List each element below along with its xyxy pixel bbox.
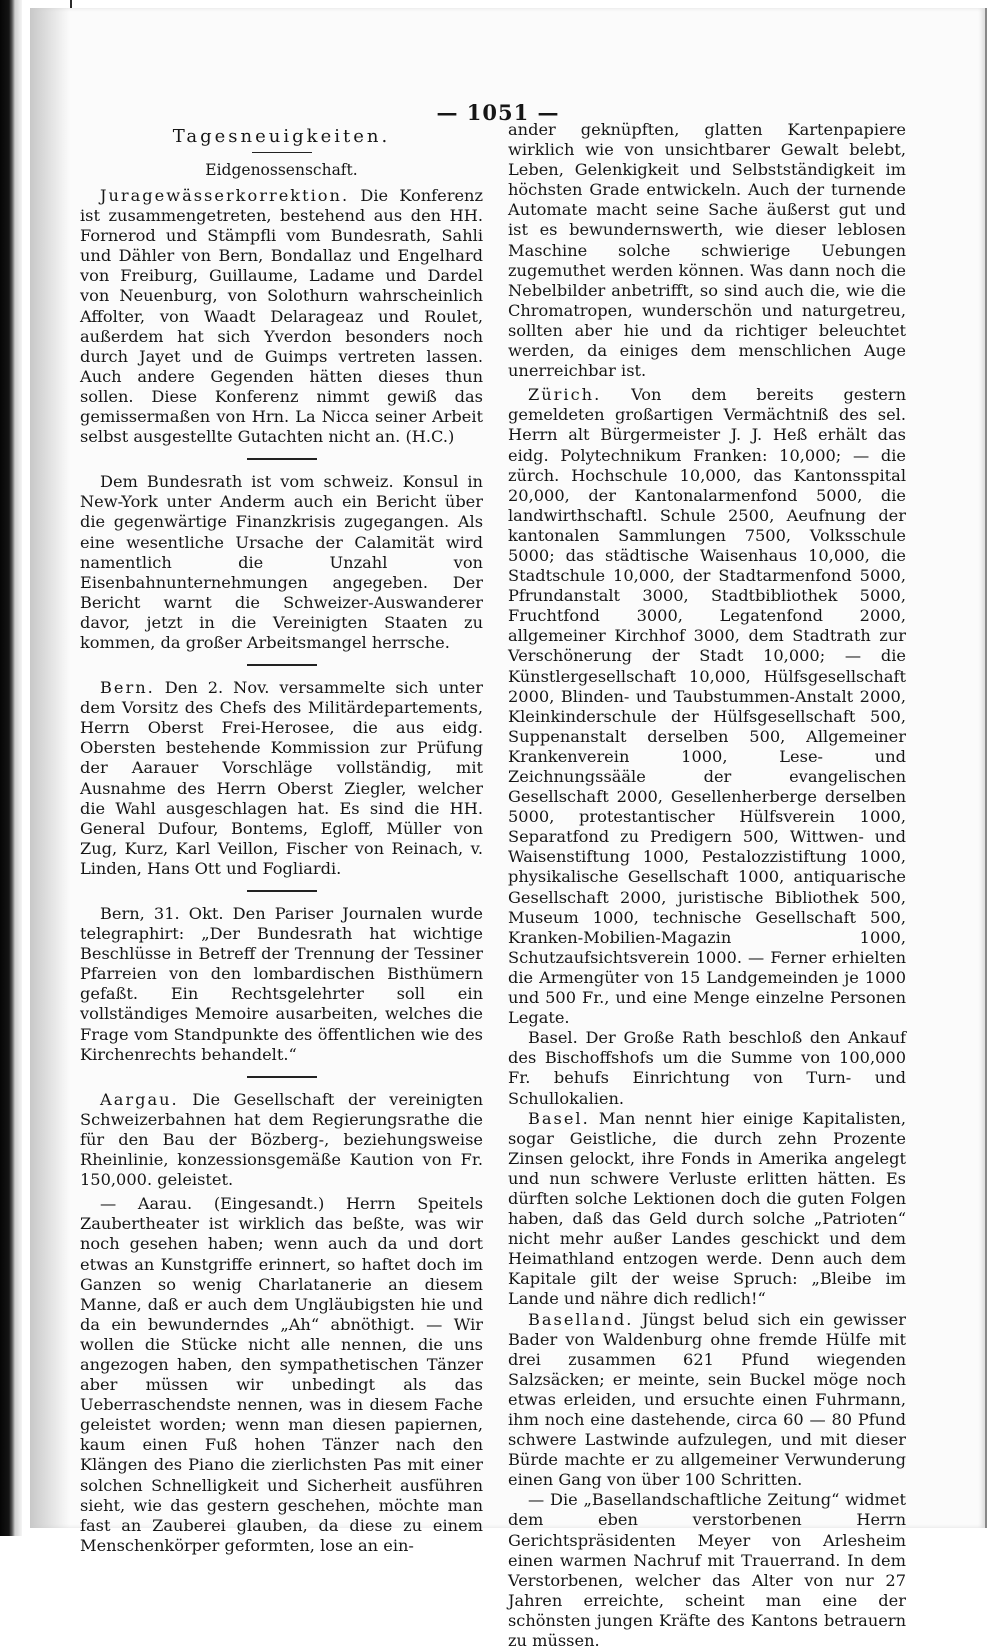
spine-shadow [30, 8, 70, 1528]
section-title: Tagesneuigkeiten. [172, 126, 391, 147]
article-lead: Zürich. [528, 385, 602, 405]
article-baselland [508, 1310, 906, 1491]
article-rule [247, 664, 317, 666]
article-bern-okt [80, 904, 483, 1065]
article-bundesrath [80, 472, 483, 653]
article-text: 31. Okt. Den Pariser Journalen wurde telegraphirt: „Der Bundesrath hat wichtige Beschlüsse in Betreff der Trennung der Tessiner Pfarreien von den lombardischen Bisthümern gefaßt. Ein Rechtsgelehrter soll ein vollständiges Memoire ausarbeiten, welches die Frage vom Standpunkte des öffentlichen wie des Kirchenrechts behandelt.“ [80, 904, 483, 1064]
article-zuerich [508, 385, 906, 1028]
article-text: Der Große Rath beschloß den Ankauf des Bischoffshofs um die Summe von 100,000 Fr. behufs Einrichtung von Turn- und Schullokalien. [508, 1028, 906, 1108]
article-basel-kapitalisten [508, 1109, 906, 1310]
article-rule [247, 458, 317, 460]
article-aargau [80, 1090, 483, 1190]
article-text: Die Konferenz ist zusammengetreten, bestehend aus den HH. Fornerod und Stämpfli vom Bundesrath, Sahli und Dähler von Bern, Bondallaz und Engelhard von Freiburg, Guillaume, Ladame und Dardel von Neuenburg, von Solothurn wahrscheinlich Affolter, von Waadt Delarageaz und Roulet, außerdem hat sich Yverdon besonders noch durch Jayet und de Guimps vertreten lassen. Auch andere Gegenden hätten dieses thun sollen. Diese Konferenz nimmt gewiß das gemissermaßen von Hrn. La Nicca seiner Arbeit selbst ausgestellte Gutachten nicht an. (H.C.) [80, 186, 483, 447]
article-text: Jüngst belud sich ein gewisser Bader von Waldenburg ohne fremde Hülfe mit drei zusammen 621 Pfund wiegenden Salzsäcken; er meinte, sein Buckel möge noch etwas erleiden, und ersuchte einen Fuhrmann, ihm noch eine dastehende, circa 60 — 80 Pfund schwere Lastwinde aufzulegen, und mit dieser Bürde machte er zu allgemeiner Verwunderung einen Gang von über 100 Schritten. [508, 1309, 906, 1490]
article-lead: — Aarau. [100, 1194, 193, 1214]
article-lead: Basel. [528, 1028, 578, 1048]
article-text: ander geknüpften, glatten Kartenpapiere wirklich wie von unsichtbarer Gewalt belebt, Leben, Gelenkigkeit und Selbstständigkeit im höchsten Grade entwickeln. Auch der turnende Automate macht seine Sache äußerst gut und ist es bewundernswerth, wie dieser leblosen Maschine solche schwierige Uebungen zugemuthet werden können. Was dann noch die Nebelbilder anbetrifft, so sind auch die, wie die Chromatropen, wunderschön und naturgetreu, sollten aber hie und da richtiger beleuchtet werden, da einiges dem menschlichen Auge unerreichbar ist. [508, 120, 906, 381]
article-text: Von dem bereits gestern gemeldeten großartigen Vermächtniß des sel. Herrn alt Bürgermeister J. J. Heß erhält das eidg. Polytechnikum Franken: 10,000; — die zürch. Hochschule 10,000, das Kantonsspital 20,000, der Kantonalarmenfond 5000, die landwirthschaftl. Schule 2500, Aeufnung der kantonalen Sammlungen 7500, Volksschule 5000; das städtische Waisenhaus 10,000, die Stadtschule 10,000, der Stadtarmenfond 5000, Pfrundanstalt 3000, Stadtbibliothek 5000, Fruchtfond 3000, Legatenfond 2000, allgemeiner Kirchhof 3000, dem Stadtrath zur Verschönerung der Stadt 10,000; — die Künstlergesellschaft 10,000, Hülfsgesellschaft 2000, Blinden- und Taubstummen-Anstalt 2000, Kleinkinderschule der Hülfsgesellschaft 500, Suppenanstalt derselben 500, Allgemeiner Krankenverein 1000, Lese- und Zeichnungssääle der evangelischen Gesellschaft 2000, Gesellenherberge derselben 5000, protestantischer Hülfsverein 1000, Separatfond zu Predigern 500, Wittwen- und Waisenstiftung 1000, Pestalozzistiftung 1000, physikalische Gesellschaft 1000, antiquarische Gesellschaft 2000, juristische Bibliothek 500, Museum 1000, technische Gesellschaft 500, Kranken-Mobilien-Magazin 1000, Schutzaufsichtsverein 1000. — Ferner erhielten die Armengüter von 15 Landgemeinden je 1000 und 500 Fr., und eine Menge einzelne Personen Legate. [508, 385, 906, 1028]
article-basellandschaftliche [508, 1490, 906, 1651]
article-text: (Eingesandt.) Herrn Speitels Zaubertheater ist wirklich das beßte, was wir noch gesehen haben; wenn auch da und dort etwas an Kunstgriffe erinnert, so haftet doch im Ganzen so wenig Charlatanerie an diesem Manne, daß er auch dem Ungläubigsten hie und da ein bewunderndes „Ah“ abnöthigt. — Wir wollen die Stücke nicht alle nennen, die uns angezogen haben, den sympathetischen Tänzer aber müssen wir unbedingt als das Ueberraschendste nennen, was in diesem Fache geleistet worden; wenn man diesen papiernen, kaum einen Fuß hohen Tänzer nach den Klängen des Piano die zierlichsten Pas mit einer solchen Schnelligkeit und Sicherheit ausführen sieht, wie das gestern geschehen, möchte man fast an Zauberei glauben, da diese zu einem Menschenkörper geformten, lose an ein- [80, 1194, 484, 1555]
article-text: Den 2. Nov. versammelte sich unter dem Vorsitz des Chefs des Militärdepartements, Herrn Oberst Frei-Herosee, die aus eidg. Obersten bestehende Kommission zur Prüfung der Aarauer Vorschläge vollständig, mit Ausnahme des Herrn Oberst Ziegler, welcher die Wahl ausgeschlagen hat. Es sind die HH. General Dufour, Bontems, Egloff, Müller von Zug, Kurz, Karl Veillon, Fischer von Reinach, v. Linden, Hans Ott und Fogliardi. [80, 678, 483, 878]
article-basel-rath [508, 1028, 906, 1108]
article-bern-nov [80, 678, 483, 879]
article-lead: Aargau. [100, 1089, 179, 1109]
article-lead: Bern. [100, 678, 155, 698]
article-text: — Die „Basellandschaftliche Zeitung“ widmet dem eben verstorbenen Herrn Gerichtspräsidenten Meyer von Arlesheim einen warmen Nachruf mit Trauerrand. In dem Verstorbenen, welcher das Alter von nur 27 Jahren erreichte, scheint man eine der schönsten jungen Kräfte des Kantons betrauern zu müssen. [508, 1490, 906, 1651]
section-subhead: Eidgenossenschaft. [205, 161, 358, 179]
article-text: Man nennt hier einige Kapitalisten, sogar Geistliche, die durch zehn Prozente Zinsen gelockt, ihre Fonds in Amerika angelegt und nun schwere Verluste erlitten hätten. Es dürften solche Lektionen doch die guten Folgen haben, daß das Geld durch solche „Patrioten“ nicht mehr außer Landes geschickt und dem Heimathland entzogen werde. Denn auch dem Kapitale gilt der weise Spruch: „Bleibe im Lande und nähre dich redlich!“ [508, 1108, 906, 1309]
article-lead: Basel. [528, 1108, 590, 1128]
article-text: Die Gesellschaft der vereinigten Schweizerbahnen hat dem Regierungsrathe die für den Bau der Bözberg-, beziehungsweise Rheinlinie, konzessionsgemäße Kaution von Fr. 150,000. geleistet. [80, 1089, 483, 1190]
scan-edge-left [0, 0, 22, 1536]
left-column [80, 120, 483, 1556]
article-juragewaesser [80, 186, 483, 447]
article-text: Dem Bundesrath ist vom schweiz. Konsul in New-York unter Anderm auch ein Bericht über die gegenwärtige Finanzkrisis zugegangen. Als eine wesentliche Ursache der Calamität wird namentlich die Unzahl von Eisenbahnunternehmungen angegeben. Der Bericht warnt die Schweizer-Auswanderer davor, jetzt in die Vereinigten Staaten zu kommen, da großer Arbeitsmangel herrsche. [80, 472, 483, 652]
article-aarau [80, 1194, 483, 1556]
article-aarau-continued [508, 120, 906, 381]
title-rule [252, 152, 312, 153]
page-number: — 1051 — [436, 100, 560, 125]
article-rule [247, 1076, 317, 1078]
article-lead: Baselland. [528, 1309, 634, 1329]
article-lead: Bern, [100, 904, 145, 923]
article-rule [247, 890, 317, 892]
article-lead: Juragewässerkorrektion. [100, 186, 350, 205]
right-column [508, 120, 906, 1651]
